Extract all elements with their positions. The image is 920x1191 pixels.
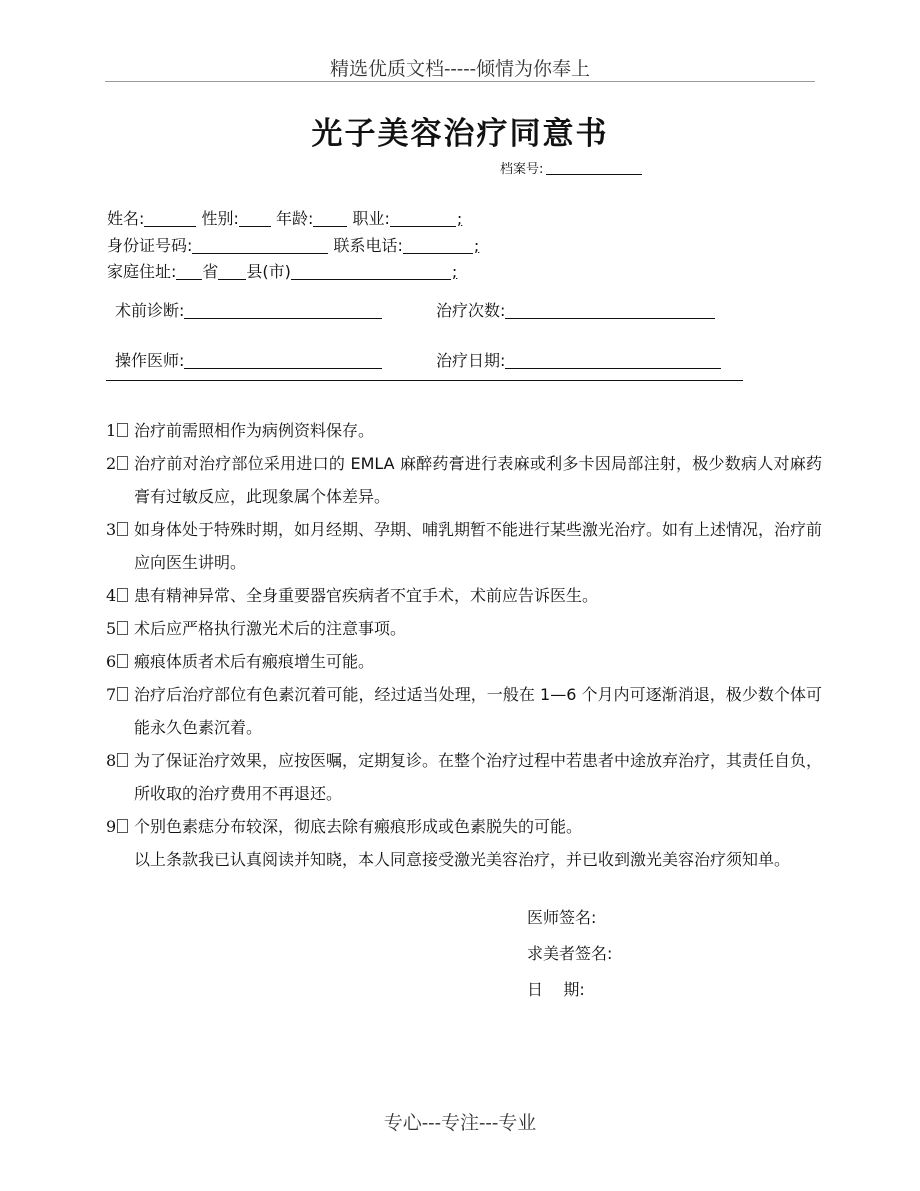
patient-info-row-1	[107, 206, 462, 229]
semicolon: ;	[456, 209, 463, 228]
bullet-box-icon	[117, 621, 128, 635]
bullet-box-icon	[117, 522, 128, 536]
page-footer: 专心---专注---专业	[383, 1112, 537, 1134]
item-text: 治疗前需照相作为病例资料保存。	[134, 421, 375, 440]
page-header: 精选优质文档-----倾情为你奉上	[329, 58, 591, 80]
bullet-box-icon	[117, 753, 128, 767]
item-number: 8	[106, 751, 117, 770]
consent-items	[106, 414, 822, 876]
list-item	[106, 513, 822, 579]
job-blank[interactable]	[390, 210, 456, 227]
diagnosis-blank[interactable]	[184, 302, 382, 319]
item-number: 9	[106, 817, 117, 836]
doctor-blank[interactable]	[184, 352, 382, 369]
doctor-signature-label: 医师签名:	[527, 908, 597, 927]
job-label: 职业:	[352, 209, 390, 228]
province-blank[interactable]	[176, 263, 202, 280]
archive-number-field	[500, 158, 642, 177]
id-number-blank[interactable]	[192, 237, 328, 254]
list-item	[106, 579, 822, 612]
list-item	[106, 612, 822, 645]
address-blank[interactable]	[291, 263, 451, 280]
item-number: 4	[106, 586, 117, 605]
item-text: 瘢痕体质者术后有瘢痕增生可能。	[134, 652, 375, 671]
semicolon: ;	[473, 236, 480, 255]
treatment-times-field	[436, 298, 715, 321]
address-label: 家庭住址:	[107, 262, 177, 281]
phone-blank[interactable]	[403, 237, 473, 254]
item-number: 1	[106, 421, 117, 440]
doctor-field	[115, 348, 382, 371]
header-divider	[105, 81, 815, 82]
item-number: 5	[106, 619, 117, 638]
province-label: 省	[202, 262, 219, 281]
treatment-times-blank[interactable]	[505, 302, 715, 319]
closing-statement: 以上条款我已认真阅读并知晓，本人同意接受激光美容治疗，并已收到激光美容治疗须知单。	[134, 850, 791, 869]
bullet-box-icon	[117, 687, 128, 701]
semicolon: ;	[451, 262, 458, 281]
archive-number-label: 档案号:	[500, 162, 544, 177]
diagnosis-label: 术前诊断:	[115, 301, 185, 320]
gender-blank[interactable]	[239, 210, 271, 227]
bullet-box-icon	[117, 423, 128, 437]
patient-info-row-3	[107, 259, 457, 282]
treatment-times-label: 治疗次数:	[436, 301, 506, 320]
name-label: 姓名:	[107, 209, 145, 228]
item-number: 6	[106, 652, 117, 671]
item-text: 治疗前对治疗部位采用进口的 EMLA 麻醉药膏进行表麻或利多卡因局部注射，极少数病人对麻药膏有过敏反应，此现象属个体差异。	[134, 454, 822, 506]
bullet-box-icon	[117, 588, 128, 602]
patient-signature-label: 求美者签名:	[527, 944, 613, 963]
item-number: 7	[106, 685, 117, 704]
diagnosis-field	[115, 298, 382, 321]
item-number: 2	[106, 454, 117, 473]
county-blank[interactable]	[218, 263, 246, 280]
bullet-box-icon	[117, 456, 128, 470]
treatment-date-blank[interactable]	[505, 352, 721, 369]
item-text: 个别色素痣分布较深，彻底去除有瘢痕形成或色素脱失的可能。	[134, 817, 583, 836]
item-text: 如身体处于特殊时期，如月经期、孕期、哺乳期暂不能进行某些激光治疗。如有上述情况，治疗前应向医生讲明。	[134, 520, 823, 572]
item-text: 治疗后治疗部位有色素沉着可能，经过适当处理，一般在 1—6 个月内可逐渐消退，极少数个体可能永久色素沉着。	[134, 685, 822, 737]
document-title: 光子美容治疗同意书	[311, 116, 609, 152]
list-item	[106, 744, 822, 810]
list-item	[106, 810, 822, 843]
item-text: 患有精神异常、全身重要器官疾病者不宜手术，术前应告诉医生。	[134, 586, 599, 605]
doctor-label: 操作医师:	[115, 351, 185, 370]
archive-number-blank[interactable]	[546, 161, 642, 175]
item-text: 为了保证治疗效果，应按医嘱，定期复诊。在整个治疗过程中若患者中途放弃治疗，其责任自负，所收取的治疗费用不再退还。	[134, 751, 823, 803]
list-item	[106, 645, 822, 678]
patient-info-row-2	[107, 233, 479, 256]
county-label: 县(市)	[246, 262, 291, 281]
id-number-label: 身份证号码:	[107, 236, 193, 255]
age-label: 年龄:	[276, 209, 314, 228]
bullet-box-icon	[117, 819, 128, 833]
phone-label: 联系电话:	[333, 236, 403, 255]
signature-date-label: 日 期:	[527, 980, 585, 999]
bullet-box-icon	[117, 654, 128, 668]
treatment-date-field	[436, 348, 721, 371]
age-blank[interactable]	[313, 210, 347, 227]
section-divider	[106, 380, 743, 381]
list-item	[106, 414, 822, 447]
item-text: 术后应严格执行激光术后的注意事项。	[134, 619, 407, 638]
list-item	[106, 678, 822, 744]
item-number: 3	[106, 520, 117, 539]
treatment-date-label: 治疗日期:	[436, 351, 506, 370]
list-item	[106, 447, 822, 513]
gender-label: 性别:	[201, 209, 239, 228]
name-blank[interactable]	[144, 210, 196, 227]
